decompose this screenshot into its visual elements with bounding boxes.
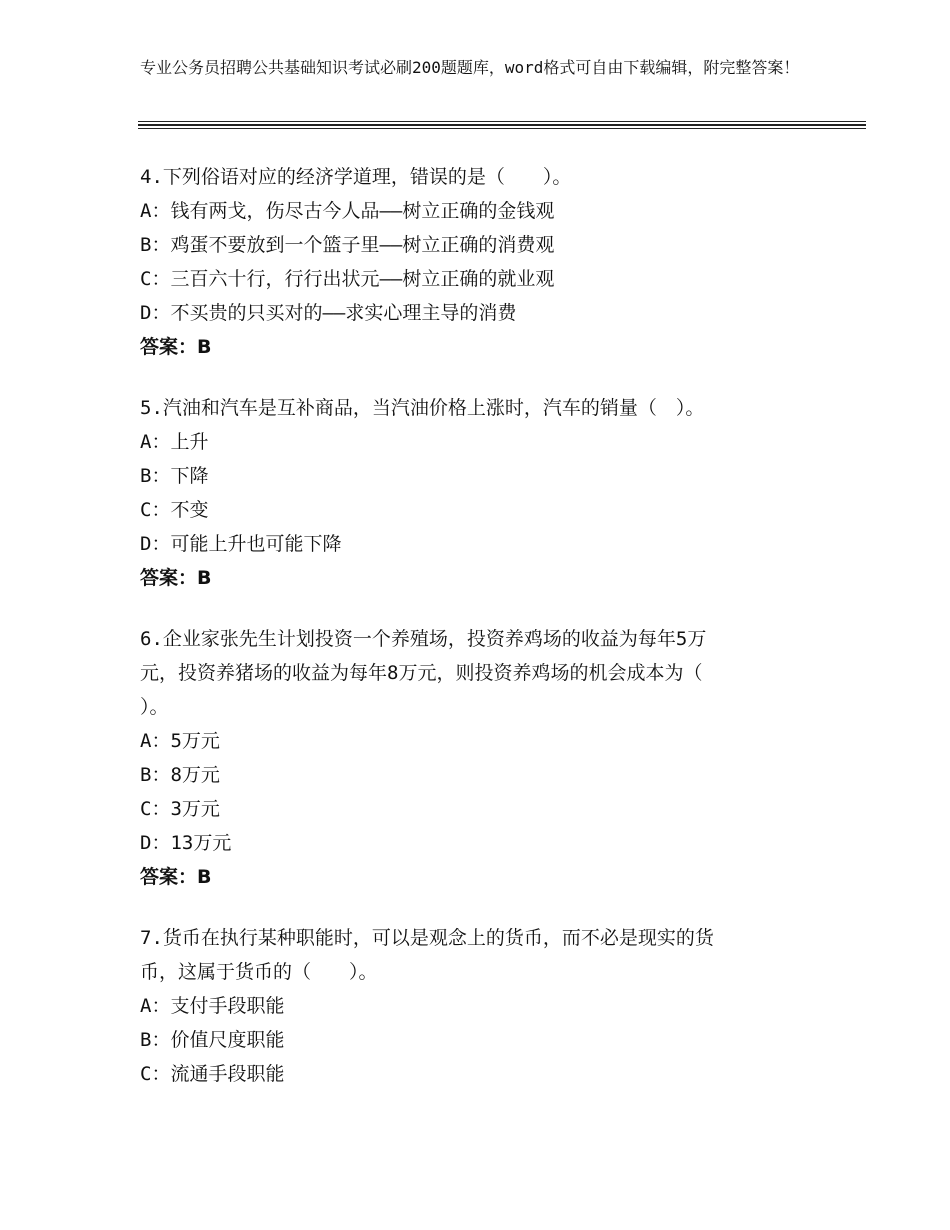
question-stem-line-1: 7.货币在执行某种职能时，可以是观念上的货币，而不必是现实的货	[140, 927, 714, 949]
header-rule-bottom	[138, 128, 866, 129]
question-stem-line-3: ）。	[140, 696, 169, 718]
option-c: C：3万元	[140, 798, 220, 820]
option-b: B：鸡蛋不要放到一个篮子里——树立正确的消费观	[140, 234, 555, 256]
option-b: B：8万元	[140, 764, 220, 786]
option-d: D：可能上升也可能下降	[140, 533, 342, 555]
answer-label: 答案：B	[140, 336, 212, 358]
option-b: B：价值尺度职能	[140, 1029, 285, 1051]
question-stem-line-2: 元，投资养猪场的收益为每年8万元，则投资养鸡场的机会成本为（	[140, 662, 703, 684]
question-6	[140, 622, 810, 894]
question-5	[140, 391, 810, 595]
page-header-text: 专业公务员招聘公共基础知识考试必刷200题题库，word格式可自由下载编辑，附完整答案！	[140, 58, 800, 77]
question-stem: 4.下列俗语对应的经济学道理，错误的是（ ）。	[140, 166, 572, 188]
option-c: C：三百六十行，行行出状元——树立正确的就业观	[140, 268, 555, 290]
option-c: C：不变	[140, 499, 209, 521]
option-a: A：支付手段职能	[140, 995, 285, 1017]
header-rule-middle	[138, 124, 866, 126]
option-d: D：不买贵的只买对的——求实心理主导的消费	[140, 302, 517, 324]
answer-label: 答案：B	[140, 567, 212, 589]
question-list	[140, 160, 810, 1118]
option-b: B：下降	[140, 465, 209, 487]
option-a: A：钱有两戈，伤尽古今人品——树立正确的金钱观	[140, 200, 555, 222]
option-c: C：流通手段职能	[140, 1063, 285, 1085]
option-a: A：5万元	[140, 730, 220, 752]
header-rule-top	[138, 121, 866, 122]
question-7	[140, 921, 810, 1091]
answer-label: 答案：B	[140, 866, 212, 888]
option-d: D：13万元	[140, 832, 232, 854]
question-4	[140, 160, 810, 364]
question-stem: 5.汽油和汽车是互补商品，当汽油价格上涨时，汽车的销量（ ）。	[140, 397, 705, 419]
question-stem-line-2: 币，这属于货币的（ ）。	[140, 961, 378, 983]
option-a: A：上升	[140, 431, 209, 453]
question-stem-line-1: 6.企业家张先生计划投资一个养殖场，投资养鸡场的收益为每年5万	[140, 628, 707, 650]
